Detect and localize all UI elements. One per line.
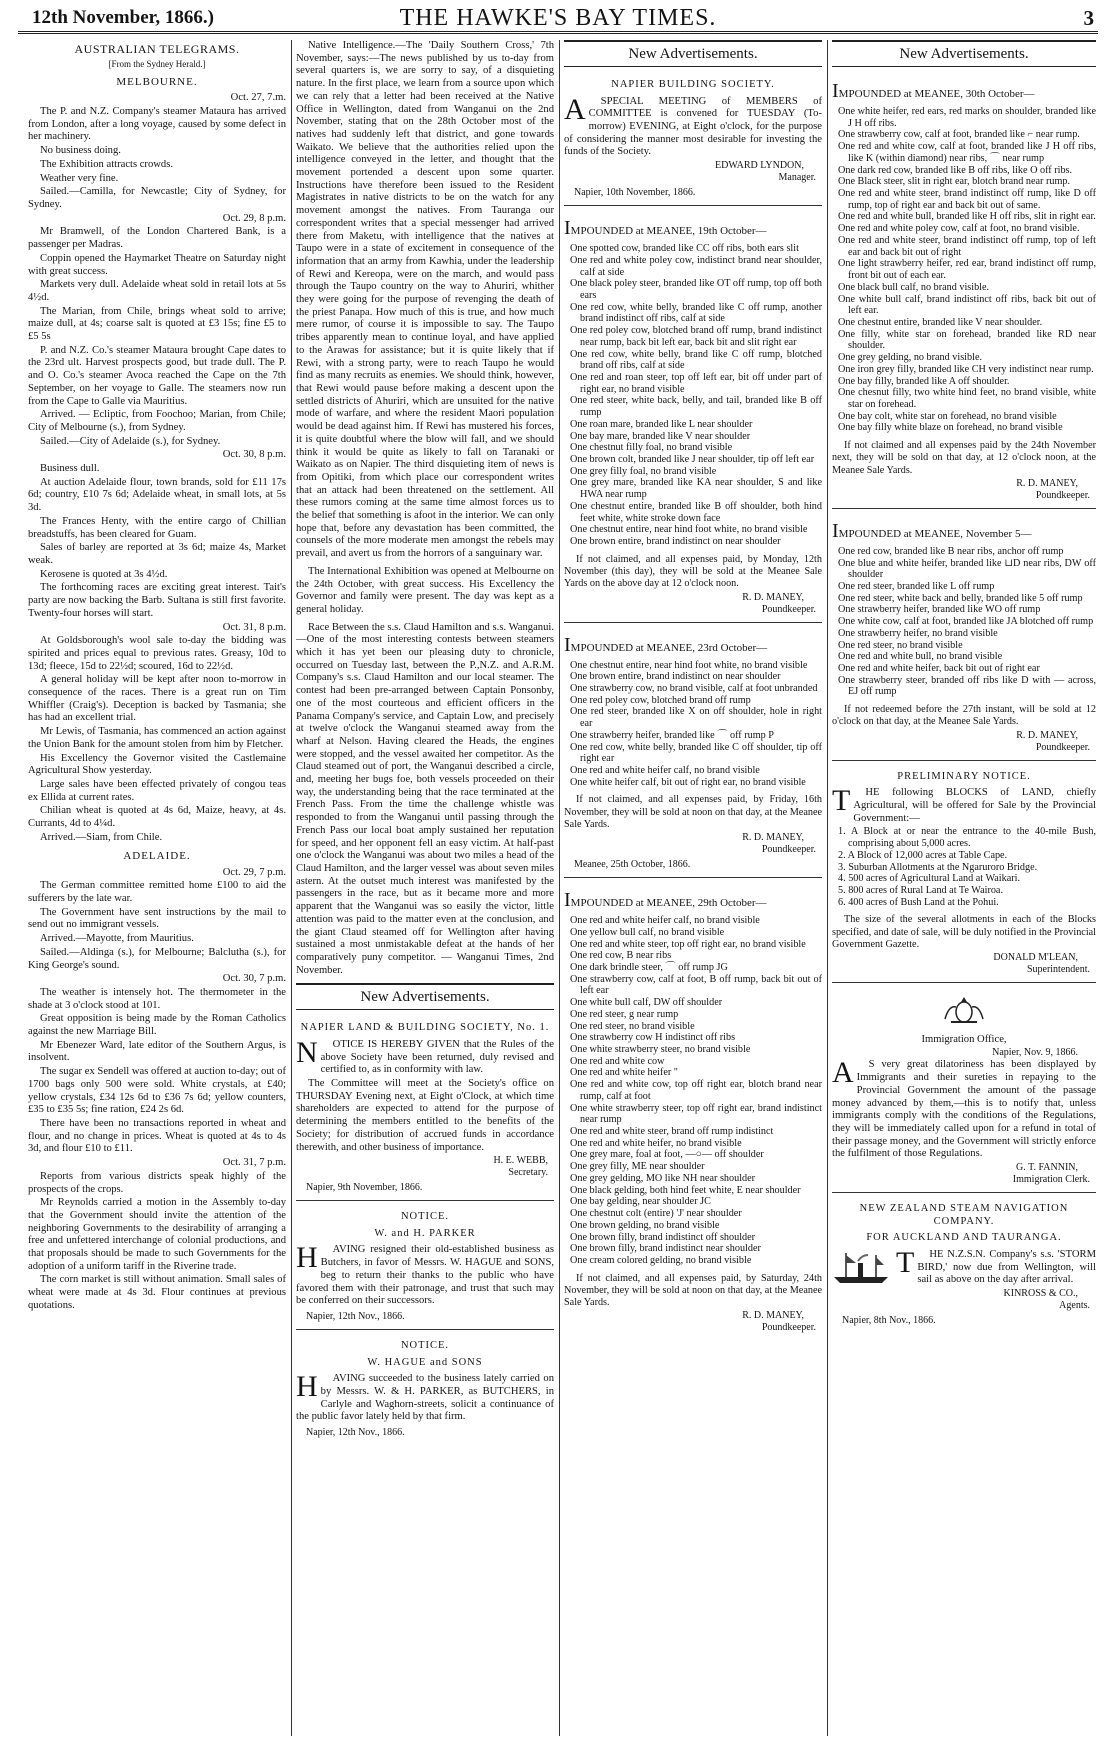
list-item: One grey filly foal, no brand visible [570, 465, 717, 477]
ad-signature: KINROSS & CO., [1003, 1288, 1078, 1299]
exhibition-article: The International Exhibition was opened at Melbourne on the 24th October, with great success. His Excellency the Governor and family were present. The day was kept as a general holiday. [296, 565, 554, 615]
dateline: Oct. 31, 7 p.m. [222, 1157, 286, 1169]
ad-signature: G. T. FANNIN, [1016, 1162, 1078, 1174]
telegram-paragraph: Large sales have been effected privately of congou teas ex Ellida at current rates. [28, 778, 286, 803]
animal-list [838, 546, 1096, 698]
list-item: One red steer, white back, belly, and tail, branded like B off rump [570, 395, 822, 419]
telegram-paragraph: The corn market is still without animation. Small sales of wheat were made at 4s 3d. Flour continues at previous quotations. [28, 1274, 286, 1311]
section-heading: AUSTRALIAN TELEGRAMS. [74, 42, 240, 56]
building-society-ad [564, 73, 822, 206]
list-item: One red and white bull, no brand visible [838, 651, 1003, 663]
source-note: [From the Sydney Herald.] [108, 59, 206, 70]
city-heading: ADELAIDE. [123, 850, 191, 863]
ad-body: S very great dilatoriness has been displayed by Immigrants and their sureties in repaying to the Provincial Government the amount of the passage money advanced by them,—this is to notify that, unless immigrants comply with the conditions of the Regulations, they will be immediately called upon for a refund in total of their passage money, and the Government will strictly enforce the fulfilment of those Regulations. [832, 1059, 1096, 1160]
list-item: One red steer, no brand visible [570, 1020, 695, 1032]
impounded-note: If not claimed, and all expenses paid, by Friday, 16th November, they will be sold at noon on that day, at the Meanee Sale Yards. [564, 794, 822, 830]
office-name: Immigration Office, [921, 1033, 1007, 1045]
list-item: One red and white cow [570, 1055, 665, 1067]
drop-cap: A [832, 1056, 854, 1090]
telegram-paragraph: The forthcoming races are exciting great interest. Tait's party are now backing the Barb. Sultana is still first favorite. Twenty-four horses will start. [28, 582, 286, 619]
ad-date: Meanee, 25th October, 1866. [574, 859, 691, 871]
ad-firm-name: W. HAGUE and SONS [367, 1356, 483, 1368]
telegram-paragraph: There have been no transactions reported in wheat and flour, and no change in prices. Wheat is quoted at 4s to 4s 3d, and flour £10 to £11. [28, 1118, 286, 1155]
telegram-paragraph: Arrived. — Ecliptic, from Foochoo; Marian, from Chile; City of Melbourne (s.), from Sydney. [28, 409, 286, 433]
ad-body: OTICE IS HEREBY GIVEN that the Rules of the above Society have been returned, duly revised and certified to, as in conformity with law. [320, 1038, 554, 1076]
ad-body: SPECIAL MEETING of MEMBERS of COMMITTEE is convened for TUESDAY (To-morrow) EVENING, at Eight o'clock, for the purpose of considering the manner most desirable for investing the funds of the Society. [564, 95, 822, 158]
ad-signature: R. D. MANEY, [742, 1310, 804, 1322]
column-rule [291, 40, 292, 1736]
ad-body: The Committee will meet at the Society's office on THURSDAY Evening next, at Eight o'Clock, at which time shareholders are expected to attend for the purpose of determining the members entitled to the benefits of the Society; for distribution of accrued funds in accordance therewith, and other business of importance. [296, 1078, 554, 1153]
ad-title: NEW ZEALAND STEAM NAVIGATION COMPANY. [859, 1203, 1069, 1227]
ad-body: AVING resigned their old-established business as Butchers, in favor of Messrs. W. HAGUE and SONS, beg to return their thanks to the public who have favored them with their patronage, and trust that such may be conferred on their successors. [296, 1244, 554, 1307]
telegram-paragraph: Mr Bramwell, of the London Chartered Bank, is a passenger per Madras. [28, 226, 286, 251]
impounded-heading: IMPOUNDED at MEANEE, 23rd October— [564, 633, 768, 656]
ad-date: Napier, 12th Nov., 1866. [306, 1426, 405, 1438]
list-item: One red and white heifer " [570, 1067, 678, 1079]
animal-list [570, 660, 822, 789]
list-item: One spotted cow, branded like CC off ribs, both ears slit [570, 243, 799, 255]
telegram-paragraph: Sales of barley are reported at 3s 6d; maize 4s, Market weak. [28, 542, 286, 566]
issue-date: 12th November, 1866.) [32, 7, 214, 28]
list-item: One red and white poley cow, indistinct brand near shoulder, calf at side [570, 254, 822, 278]
impounded-notice-30-oct [832, 73, 1096, 509]
list-item: One chestnut entire, branded like B off shoulder, both hind feet white, white stroke down face [570, 500, 822, 524]
list-item: One black gelding, both hind feet white, E near shoulder [570, 1184, 801, 1196]
ad-role: Poundkeeper. [1035, 741, 1090, 753]
dateline: Oct. 29, 7 p.m. [222, 866, 286, 878]
list-item: One grey filly, ME near shoulder [570, 1161, 705, 1173]
list-item: One red cow, white belly, branded like C off rump, another brand indistinct off ribs, calf at side [570, 301, 822, 325]
list-item: One chestnut colt (entire) 'J' near shoulder [570, 1208, 742, 1220]
list-item: One red and white steer, top off right ear, no brand visible [570, 938, 806, 950]
list-item: One red and white poley cow, calf at foot, no brand visible. [838, 223, 1080, 235]
list-item: One red poley cow, blotched brand off rump, brand indistinct near rump, back bit left ear, back bit and slit right ear [570, 325, 822, 348]
list-item: One red and white steer, brand indistinct off rump, like D off rump, top of right ear and back bit out of same. [838, 188, 1096, 211]
telegram-paragraph: At auction Adelaide flour, town brands, sold for £11 17s 6d; country, £10 7s 6d; Adelaide wheat, in small lots, at 5s 3d. [28, 476, 286, 514]
drop-cap: T [832, 784, 851, 818]
list-item: One strawberry heifer, branded like ⌒ off rump P [570, 729, 774, 741]
list-item: One red and white heifer, back bit out of right ear [838, 663, 1040, 675]
list-item: One grey mare, foal at foot, —○— off shoulder [570, 1149, 764, 1161]
ad-signature: EDWARD LYNDON, [715, 160, 804, 172]
page-number: 3 [1083, 6, 1094, 30]
list-item: One bay colt, white star on forehead, no brand visible [838, 410, 1057, 422]
ad-signature: H. E. WEBB, [493, 1155, 548, 1167]
list-item: One red and white heifer calf, no brand visible [570, 915, 760, 927]
telegram-paragraph: Arrived.—Mayotte, from Mauritius. [40, 933, 194, 945]
list-item: One red and white cow, top off right ear, blotch brand near rump, calf at foot [570, 1079, 822, 1102]
list-item: One chestnut filly foal, no brand visible [570, 442, 733, 454]
impounded-note: If not claimed, and all expenses paid, by Saturday, 24th November, they will be sold at noon on that day, at the Meanee Sale Yards. [564, 1272, 822, 1309]
ad-role: Poundkeeper. [761, 603, 816, 615]
telegram-list [28, 92, 286, 1312]
telegram-paragraph: The Exhibition attracts crowds. [40, 158, 173, 170]
ad-role: Poundkeeper. [761, 844, 816, 856]
column-4 [832, 40, 1096, 1738]
ad-date: Napier, 10th November, 1866. [574, 187, 696, 199]
list-item: 4. 500 acres of Agricultural Land at Waikari. [838, 873, 1021, 885]
dateline: Oct. 31, 8 p.m. [222, 621, 286, 633]
list-item: One yellow bull calf, no brand visible [570, 926, 725, 938]
list-item: One strawberry cow, no brand visible, calf at foot unbranded [570, 682, 818, 694]
immigration-notice-ad [832, 987, 1096, 1193]
list-item: One red cow, B near ribs [570, 950, 672, 962]
ad-body: AVING succeeded to the business lately carried on by Messrs. W. & H. PARKER, as BUTCHERS, in Carlyle and Waghorn-streets, solicit a continuance of the public favor lately held by that firm. [296, 1373, 554, 1423]
ad-role: Poundkeeper. [761, 1322, 816, 1334]
telegram-paragraph: Markets very dull. Adelaide wheat sold in retail lots at 5s 4½d. [28, 279, 286, 303]
telegram-paragraph: The Frances Henty, with the entire cargo of Chillian breadstuffs, has been cleared for Guam. [28, 515, 286, 540]
dateline: Oct. 30, 7 p.m. [222, 973, 286, 985]
telegram-paragraph: The P. and N.Z. Company's steamer Mataura has arrived from London, after a long voyage, caused by some defect in her machinery. [28, 106, 286, 143]
masthead [18, 4, 1098, 34]
list-item: One dark brindle steer, ⌒ off rump JG [570, 961, 728, 973]
list-item: One Black steer, slit in right ear, blotch brand near rump. [838, 176, 1071, 188]
telegram-paragraph: Weather very fine. [40, 172, 119, 184]
list-item: One red steer, white back and belly, branded like 5 off rump [838, 592, 1083, 604]
ad-firm-name: W. and H. PARKER [374, 1227, 476, 1239]
impounded-heading: IMPOUNDED at MEANEE, 19th October— [564, 217, 767, 240]
column-2 [296, 40, 554, 1738]
list-item: One brown colt, branded like J near shoulder, tip off left ear [570, 454, 815, 466]
telegram-paragraph: Coppin opened the Haymarket Theatre on Saturday night with great success. [28, 252, 286, 277]
list-item: One white bull calf, brand indistinct off ribs, back bit out of left ear. [838, 293, 1096, 317]
hague-notice-ad [296, 1334, 554, 1445]
list-item: One white cow, calf at foot, branded like JA blotched off rump [838, 616, 1094, 628]
list-item: One grey gelding, no brand visible. [838, 352, 983, 364]
column-rule [559, 40, 560, 1736]
new-advertisements-heading: New Advertisements. [564, 40, 822, 67]
list-item: One red cow, white belly, brand like C off rump, blotched brand off ribs, calf at side [570, 348, 822, 372]
ad-role: Immigration Clerk. [1012, 1174, 1090, 1186]
ad-role: Poundkeeper. [1035, 489, 1090, 501]
impounded-notice-23-oct [564, 627, 822, 879]
impounded-heading: IMPOUNDED at MEANEE, November 5— [832, 519, 1032, 542]
dateline: Oct. 30, 8 p.m. [222, 449, 286, 461]
parker-notice-ad [296, 1205, 554, 1330]
royal-arms-icon [832, 995, 1096, 1030]
telegram-paragraph: Arrived.—Siam, from Chile. [40, 831, 163, 843]
list-item: One strawberry cow, calf at foot, B off rump, back bit out of left ear [570, 973, 822, 997]
ad-role: Superintendent. [1026, 964, 1090, 976]
impounded-notice-19-oct [564, 210, 822, 622]
list-item: One strawberry steer, branded off ribs like D with — across, EJ off rump [838, 674, 1096, 698]
list-item: One chestnut entire, branded like V near shoulder. [838, 316, 1043, 328]
list-item: One red and roan steer, top off left ear, bit off under part of right ear, no brand visible [570, 372, 822, 395]
column-1 [28, 40, 286, 1738]
telegram-paragraph: The sugar ex Sendell was offered at auction to-day; out of 1700 bags only 500 were sold. White crystals, at £40; yellow crystals, £34 12s 6d to £36 7s 6d; yellow counters, £35 to £35 5s; fine ration, £24 2s 6d. [28, 1066, 286, 1116]
telegram-paragraph: No business doing. [40, 145, 121, 157]
ad-signature: R. D. MANEY, [742, 832, 804, 844]
dateline: Oct. 27, 7.m. [230, 92, 286, 104]
animal-list [570, 915, 822, 1267]
telegram-paragraph: Mr Reynolds carried a motion in the Assembly to-day that the Government should invite the attention of the neighboring Governments to the desirability of arranging a free and unfettered interchange of colonial productions, and that proposals should be made to such Governments for the adoption of a uniform tariff in the Riverine trade. [28, 1197, 286, 1272]
list-item: One chesnut filly, two white hind feet, no brand visible, white star on forehead. [838, 387, 1096, 410]
telegram-paragraph: Sailed.—Aldinga (s.), for Melbourne; Balclutha (s.), for King George's sound. [28, 946, 286, 971]
list-item: One strawberry cow, calf at foot, branded like ⌐ near rump. [838, 129, 1080, 141]
impounded-heading: IMPOUNDED at MEANEE, 30th October— [832, 80, 1035, 102]
drop-cap: T [896, 1245, 915, 1279]
ad-signature: R. D. MANEY, [742, 591, 804, 603]
new-advertisements-heading: New Advertisements. [296, 983, 554, 1010]
list-item: One chestnut entire, near hind foot white, no brand visible [570, 524, 808, 536]
list-item: One light strawberry heifer, red ear, brand indistinct off rump, front bit out of each ear. [838, 258, 1096, 282]
city-heading: MELBOURNE. [116, 76, 198, 89]
list-item: One brown entire, brand indistinct on near shoulder [570, 536, 781, 548]
telegram-paragraph: Sailed.—City of Adelaide (s.), for Sydney. [40, 435, 221, 447]
list-item: One red steer, no brand visible [838, 639, 963, 651]
list-item: One cream colored gelding, no brand visible [570, 1254, 752, 1266]
telegram-paragraph: Reports from various districts speak highly of the prospects of the crops. [28, 1170, 286, 1195]
ad-title: NOTICE. [400, 1211, 450, 1223]
steamer-race-article: Race Between the s.s. Claud Hamilton and s.s. Wanganui.—One of the most interesting contests between steamers which it has yet been our pleasing duty to chronicle, occurred on Tuesday last, between the P.,N.Z. and A.R.M. Company's s.s. Claud Hamilton and our local steamer. The contest had been pre-arranged between Captain Ponsonby, one of the most courteous and efficient officers in the Panama Company's service, and Captain Low, and precisely at twelve o'clock the Wanganui steamed away from the wharf at Nelson. Having cleared the Heads, the engines were stopped, and the vessel awaited her competitor. As the Claud steamed out of port, the Wanganui described a circle, and, meeting her bugs foe, both vessels proceeded on their way, the understanding being that the race terminated at the French Pass. From the time the challenge whistle was responded to from the Wanganui until passing through the French Pass our local boat amply sustained her reputation for speed, and her opponent fell an easy victim. At half-past one o'clock the Wanganui was about two miles a head of the Claud Hamilton, and the larger vessel was about seven miles astern. At the outset much interest was manifested by the passengers in the race, but as it became more and more apparent that the Wanganui was so easily the victor, little attention was paid to the matter even at the conclusion, and the giant Claud steamed off for Wellington after having sustained a most unmistakable defeat at the hands of her comparatively puny competitor. — Wanganui Times, 2nd November. [296, 621, 554, 976]
list-item: One bay mare, branded like V near shoulder [570, 430, 751, 442]
ad-date: Napier, 12th Nov., 1866. [306, 1310, 405, 1322]
list-item: One chestnut entire, near hind foot white, no brand visible [570, 659, 808, 671]
drop-cap: H [296, 1241, 318, 1275]
dateline: Oct. 29, 8 p.m. [222, 212, 286, 224]
ad-date: Napier, 8th Nov., 1866. [842, 1315, 936, 1326]
telegram-paragraph: The German committee remitted home £100 to aid the sufferers by the late war. [28, 880, 286, 905]
list-item: One red steer, branded like L off rump [838, 580, 995, 592]
ad-title: NAPIER LAND & BUILDING SOCIETY, No. 1. [300, 1022, 550, 1034]
ad-title: PRELIMINARY NOTICE. [897, 770, 1031, 782]
ad-role: Secretary. [508, 1167, 548, 1179]
list-item: One red and white steer, brand indistinct off rump, top of left ear and back bit out of right [838, 234, 1096, 258]
newspaper-title: THE HAWKE'S BAY TIMES. [399, 5, 717, 31]
impounded-note: If not redeemed before the 27th instant, will be sold at 12 o'clock on that day, at the Meanee Sale Yards. [832, 704, 1096, 728]
land-building-society-ad [296, 1016, 554, 1201]
ad-role: Agents. [1059, 1300, 1090, 1311]
ad-body: HE following BLOCKS of LAND, chiefly Agricultural, will be offered for Sale by the Provincial Government:— [853, 787, 1096, 824]
telegram-paragraph: P. and N.Z. Co.'s steamer Mataura brought Cape dates to the 23rd ult. Harvest prospects good, but trade dull. The P. and O. Co.'s steamer Avoca reached the Cape on the 7th September, on her voyage to Galle. The steamers now run from the Cape to Galle via Mauritius. [28, 344, 286, 407]
list-item: One strawberry heifer, branded like WO off rump [838, 604, 1041, 616]
list-item: 5. 800 acres of Rural Land at Te Wairoa. [838, 884, 1003, 896]
list-item: One red steer, g near rump [570, 1008, 679, 1020]
list-item: One grey gelding, MO like NH near shoulder [570, 1172, 756, 1184]
new-advertisements-heading: New Advertisements. [832, 40, 1096, 67]
list-item: 2. A Block of 12,000 acres at Table Cape. [838, 849, 1008, 861]
list-item: One white bull calf, DW off shoulder [570, 997, 723, 1009]
list-item: One red and white cow, calf at foot, branded like J H off ribs, like K (within diamond) near ribs, ⌒ near rump [838, 141, 1096, 164]
telegram-paragraph: Mr Lewis, of Tasmania, has commenced an action against the Union Bank for the amount stolen from him by Fletcher. [28, 726, 286, 750]
steam-navigation-ad [832, 1197, 1096, 1333]
list-item: One red and white bull, branded like H off ribs, slit in right ear. [838, 211, 1096, 223]
list-item: One red and white steer, brand off rump indistinct [570, 1126, 774, 1138]
impounded-note: If not claimed, and all expenses paid, by Monday, 12th November (this day), they will be sold at the Meanee Sale Yards on the above day at 12 o'clock noon. [564, 553, 822, 590]
column-3 [564, 40, 822, 1738]
ad-title: NAPIER BUILDING SOCIETY. [611, 79, 775, 90]
telegram-paragraph: Great opposition is being made by the Roman Catholics against the new Marriage Bill. [28, 1013, 286, 1038]
drop-cap: A [564, 92, 586, 126]
ad-note: The size of the several allotments in each of the Blocks specified, and date of sale, will be duly notified in the Provincial Government Gazette. [832, 914, 1096, 950]
telegram-paragraph: The Marian, from Chile, brings wheat sold to arrive; maize dull, at 4s; coarse salt is quoted at £3 15s; fine £5 to £5 5s [28, 305, 286, 343]
list-item: One white strawberry steer, top off right ear, brand indistinct near rump [570, 1102, 822, 1126]
list-item: One red cow, white belly, branded like C off shoulder, tip off right ear [570, 741, 822, 765]
telegram-paragraph: Mr Ebenezer Ward, late editor of the Southern Argus, is insolvent. [28, 1039, 286, 1064]
list-item: One brown gelding, no brand visible [570, 1219, 720, 1231]
ad-signature: R. D. MANEY, [1016, 729, 1078, 741]
impounded-notice-5-nov [832, 513, 1096, 761]
list-item: One black bull calf, no brand visible. [838, 281, 990, 293]
impounded-notice-29-oct [564, 882, 822, 1340]
native-intelligence-article: Native Intelligence.—The 'Daily Southern Cross,' 7th November, says:—The news published by us to-day from several quarters is, we are sorry to say, of a disquieting nature. In the first place, we learn from a source upon which we can rely that a letter had been received at the Native Office in Wellington, dated from Wanganui on the 2nd November, stating that on the 28th October most of the natives had suddenly left that district, and gone towards Waikato. We believe that the authorities relied upon the intelligence conveyed in the letter, and thought that the movement portended a descent upon some quarter. Instructions have therefore been issued to the Resident Magistrates in native districts to be on the watch for any movement amongst the natives. From Tauranga our correspondent writes that a special messenger had arrived there from Maketu, with intelligence that the natives at Taupo were in a state of excitement in consequence of the information that an army from Kawhia, under the leadership of Rewi and Kereopa, were on the march, and would pass through the Taupo country on the way to Ahuriri, whither they were going for the purpose of revenging the death of the priest Panapa. How much of this is true, and how much mere rumor, of course it is impossible to say. The Taupo tribes apparently mean to continue loyal, and have applied to the Arawas for assistance; but it is quite likely that if Rewi, with a strong party, were to reach Taupo he would find as many recruits as enemies. We should think, however, that Rewi would pause before making a descent upon the settled districts of Ahuriri, which are unsuited for the native mode of warfare, and where the resident Maori population would be dead against him. If Rewi has mustered his forces, it is quite doubtful where the blow will fall, and we should think it would be quite as likely to fall on Taranaki or Waikato as on Napier. The third disquieting item of news is from Opitiki, from which place our correspondent writes that an attack had been threatened on the settlement. All these rumors coming at the same time almost forces us to the belief that something is afoot in the interior. We can only hope that, before any devastation has been committed, the counsels of the more moderate men amongst the rebels may prevail, and avert us from the horrors of a sanguinary war. [296, 40, 554, 560]
telegram-paragraph: Chilian wheat is quoted at 4s 6d, Maize, heavy, at 4s. Currants, 4d to 4¼d. [28, 805, 286, 830]
list-item: One blue and white heifer, branded like ⊔D near ribs, DW off shoulder [838, 557, 1096, 581]
list-item: One dark red cow, branded like B off ribs, like O off ribs. [838, 164, 1073, 176]
list-item: One white strawberry steer, no brand visible [570, 1044, 751, 1056]
column-rule [827, 40, 828, 1736]
ad-signature: R. D. MANEY, [1016, 477, 1078, 489]
list-item: One white heifer, red ears, red marks on shoulder, branded like J H off ribs. [838, 106, 1096, 129]
list-item: One strawberry heifer, no brand visible [838, 627, 998, 639]
list-item: One bay filly white blaze on forehead, no brand visible [838, 422, 1063, 434]
ad-title: NOTICE. [400, 1339, 450, 1351]
telegram-paragraph: His Excellency the Governor visited the Castlemaine Agricultural Show yesterday. [28, 752, 286, 777]
list-item: One grey mare, branded like KA near shoulder, S and like HWA near rump [570, 477, 822, 501]
ad-date: Napier, Nov. 9, 1866. [992, 1047, 1078, 1059]
ad-subtitle: FOR AUCKLAND AND TAURANGA. [866, 1232, 1062, 1244]
ad-body: HE N.Z.S.N. Company's s.s. 'STORM BIRD,' now due from Wellington, will sail as above on the day after arrival. [917, 1248, 1096, 1286]
list-item: One white heifer calf, bit out of right ear, no brand visible [570, 776, 806, 788]
telegram-paragraph: At Goldsborough's wool sale to-day the bidding was spirited and prices equal to previous rates. Greasy, 10d to 13d; fleece, 15d to 22½d; scoured, 16d to 22½d. [28, 635, 286, 672]
telegram-paragraph: The Government have sent instructions by the mail to send out no immigrant vessels. [28, 906, 286, 931]
list-item: One roan mare, branded like L near shoulder [570, 418, 753, 430]
ad-date: Napier, 9th November, 1866. [306, 1182, 423, 1194]
telegram-paragraph: The weather is intensely hot. The thermometer in the shade at 3 o'clock stood at 101. [28, 986, 286, 1011]
list-item: One bay gelding, near shoulder JC [570, 1196, 711, 1208]
list-item: One red and white heifer, no brand visible [570, 1137, 742, 1149]
ad-role: Manager. [778, 172, 816, 184]
drop-cap: N [296, 1035, 318, 1069]
list-item: 6. 400 acres of Bush Land at the Pohui. [838, 896, 999, 908]
preliminary-notice-ad [832, 765, 1096, 983]
telegram-paragraph: Business dull. [40, 463, 100, 475]
list-item: One iron grey filly, branded like CH very indistinct near rump. [838, 363, 1094, 375]
list-item: One red steer, branded like X on off shoulder, hole in right ear [570, 706, 822, 730]
list-item: One brown filly, brand indistinct off shoulder [570, 1231, 756, 1243]
list-item: One red cow, branded like B near ribs, anchor off rump [838, 545, 1064, 557]
telegram-paragraph: Kerosene is quoted at 3s 4½d. [40, 568, 168, 580]
list-item: One brown entire, brand indistinct on near shoulder [570, 671, 781, 683]
list-item: One black poley steer, branded like OT off rump, top off both ears [570, 278, 822, 301]
ad-signature: DONALD M'LEAN, [993, 952, 1078, 964]
telegram-paragraph: A general holiday will be kept after noon to-morrow in consequence of the races. There is a great run on Tim Whiffler (Craig's). Deception is backed by Tasmania; she has had an excellent trial. [28, 674, 286, 724]
list-item: One red poley cow, blotched brand off rump [570, 694, 751, 706]
list-item: 3. Suburban Allotments at the Ngaruroro Bridge. [838, 861, 1038, 873]
list-item: 1. A Block at or near the entrance to the 40-mile Bush, comprising about 5,000 acres. [838, 826, 1096, 850]
list-item: One strawberry cow H indistinct off ribs [570, 1032, 736, 1044]
impounded-heading: IMPOUNDED at MEANEE, 29th October— [564, 889, 767, 912]
steamship-icon [832, 1251, 892, 1285]
list-item: One red and white heifer calf, no brand visible [570, 764, 760, 776]
list-item: One bay filly, branded like A off shoulder. [838, 375, 1010, 387]
animal-list [570, 243, 822, 548]
land-block-list [838, 826, 1096, 908]
list-item: One filly, white star on forehead, branded like RD near shoulder. [838, 328, 1096, 352]
drop-cap: H [296, 1370, 318, 1404]
animal-list [838, 106, 1096, 434]
telegram-paragraph: Sailed.—Camilla, for Newcastle; City of Sydney, for Sydney. [28, 186, 286, 210]
list-item: One brown filly, brand indistinct near shoulder [570, 1243, 761, 1255]
impounded-note: If not claimed and all expenses paid by the 24th November next, they will be sold on that day, at 12 o'clock noon, at the Meanee Sale Yards. [832, 440, 1096, 476]
